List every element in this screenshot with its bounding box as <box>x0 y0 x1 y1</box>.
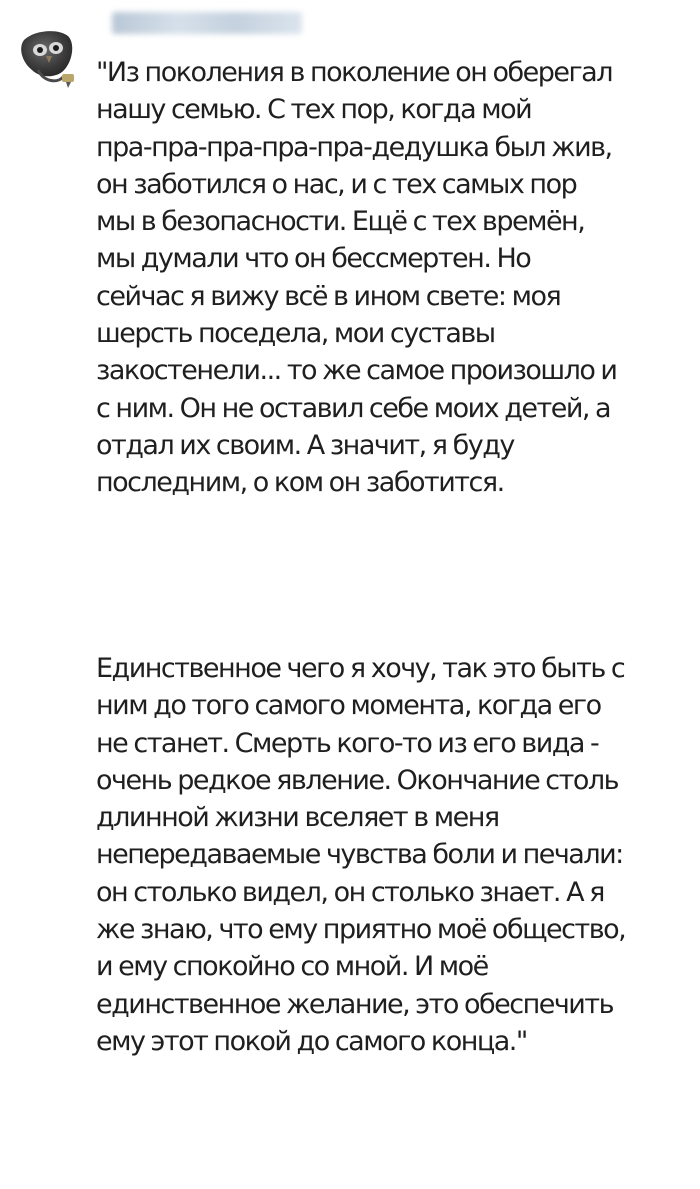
author-name-blurred[interactable] <box>112 12 302 34</box>
comment-paragraph-1: "Из поколения в поколение он оберегал нашу семью. С тех пор, когда мой пра-пра-пра-пра-пра-дедушка был жив, он заботился о нас, и с тех самых пор мы в безопасности. Ещё с тех времён, мы думали что он бессмертен. Но сейчас я вижу всё в ином свете: моя шерсть поседела, мои суставы закостенели... то же самое произошло и с ним. Он не оставил себе моих детей, а отдал их своим. А значит, я буду последним, о ком он заботится. <box>96 57 617 499</box>
owl-avatar-icon[interactable] <box>18 26 80 88</box>
owl-avatar-graphic <box>18 26 80 88</box>
comment-paragraph-2: Единственное чего я хочу, так это быть с ним до того самого момента, когда его не станет. Смерть кого-то из его вида - очень редкое явление. Окончание столь длинной жизни вселяет в меня непередаваемые чувства боли и печали: он столько видел, он столько знает. А я же знаю, что ему приятно моё общество, и ему спокойно со мной. И моё единственное желание, это обеспечить ему этот покой до самого конца." <box>96 653 626 1057</box>
